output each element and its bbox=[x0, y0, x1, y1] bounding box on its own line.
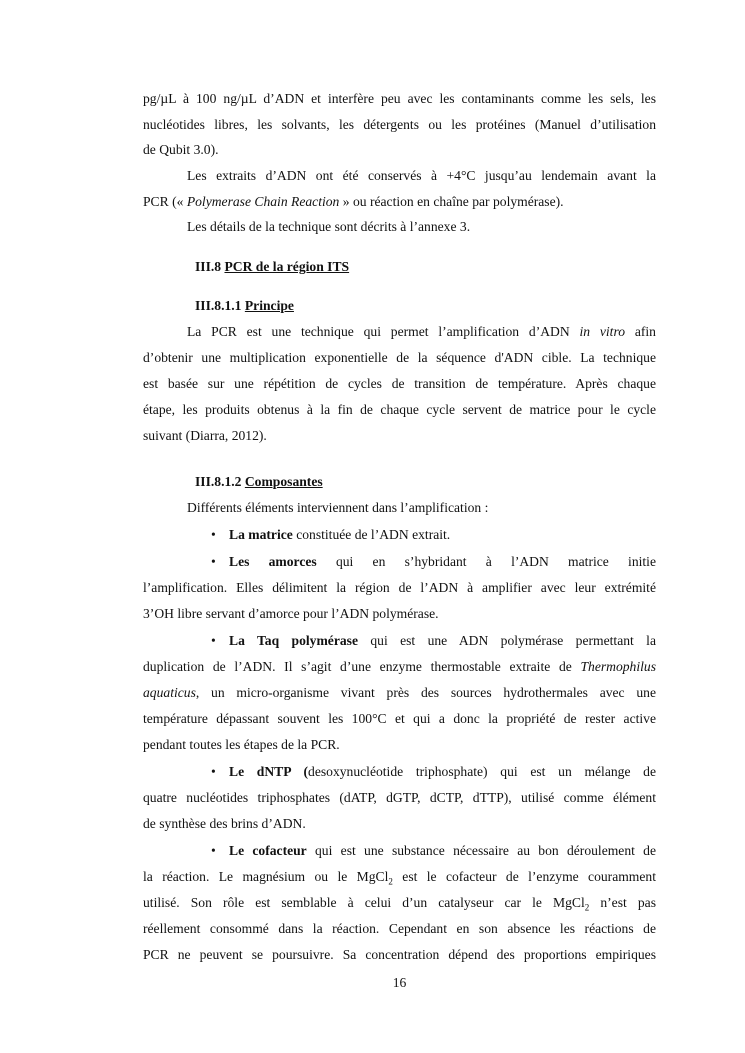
paragraph-line: étape, les produits obtenus à la fin de chaque cycle servent de matrice pour le cycle bbox=[143, 402, 656, 417]
paragraph-line: Différents éléments interviennent dans l’amplification : bbox=[187, 500, 489, 515]
list-item: • La matrice constituée de l’ADN extrait. bbox=[211, 527, 451, 542]
paragraph-line: 3’OH libre servant d’amorce pour l’ADN polymérase. bbox=[143, 606, 439, 621]
paragraph-line: de synthèse des brins d’ADN. bbox=[143, 816, 306, 831]
paragraph-line: Les détails de la technique sont décrits à l’annexe 3. bbox=[187, 219, 471, 234]
list-item: • Le cofacteur qui est une substance nécessaire au bon déroulement de bbox=[211, 843, 657, 858]
paragraph-line: aquaticus, un micro-organisme vivant près des sources hydrothermales avec une bbox=[143, 685, 656, 700]
bullet-icon: • bbox=[211, 633, 216, 648]
page-number: 16 bbox=[392, 975, 407, 990]
paragraph-line: suivant (Diarra, 2012). bbox=[143, 428, 267, 443]
paragraph-line: PCR (« Polymerase Chain Reaction » ou réaction en chaîne par polymérase). bbox=[143, 194, 564, 209]
paragraph-line: utilisé. Son rôle est semblable à celui d’un catalyseur car le MgCl$_2$ n’est pas bbox=[143, 895, 656, 913]
list-item: • Le dNTP (desoxynucléotide triphosphate) qui est un mélange de bbox=[211, 764, 657, 779]
bullet-icon: • bbox=[211, 527, 216, 542]
list-item: • La Taq polymérase qui est une ADN polymérase permettant la bbox=[211, 633, 656, 648]
paragraph-line: la réaction. Le magnésium ou le MgCl$_2$ est le cofacteur de l’enzyme couramment bbox=[143, 869, 656, 887]
subsection-heading: III.8.1.1 Principe bbox=[195, 298, 294, 313]
paragraph-line: pg/µL à 100 ng/µL d’ADN et interfère peu avec les contaminants comme les sels, les bbox=[143, 91, 656, 106]
paragraph-line: l’amplification. Elles délimitent la région de l’ADN à amplifier avec leur extrémité bbox=[143, 580, 656, 595]
paragraph-line: de Qubit 3.0). bbox=[143, 142, 219, 157]
paragraph-line: duplication de l’ADN. Il s’agit d’une enzyme thermostable extraite de Thermophilus bbox=[143, 659, 656, 674]
bullet-icon: • bbox=[211, 554, 216, 569]
paragraph-line: La PCR est une technique qui permet l’amplification d’ADN in vitro afin bbox=[187, 324, 656, 339]
paragraph-line: PCR ne peuvent se poursuivre. Sa concentration dépend des proportions empiriques bbox=[143, 947, 656, 962]
paragraph-line: nucléotides libres, les solvants, les détergents ou les protéines (Manuel d’utilisation bbox=[143, 117, 656, 132]
paragraph-line: d’obtenir une multiplication exponentielle de la séquence d'ADN cible. La technique bbox=[143, 350, 656, 365]
list-item: • Les amorces qui en s’hybridant à l’ADN matrice initie bbox=[211, 554, 656, 569]
bullet-icon: • bbox=[211, 843, 216, 858]
paragraph-line: réellement consommé dans la réaction. Cependant en son absence les réactions de bbox=[143, 921, 656, 936]
section-heading: III.8 PCR de la région ITS bbox=[195, 259, 350, 274]
paragraph-line: quatre nucléotides triphosphates (dATP, dGTP, dCTP, dTTP), utilisé comme élément bbox=[143, 790, 656, 805]
paragraph-line: pendant toutes les étapes de la PCR. bbox=[143, 737, 340, 752]
paragraph-line: Les extraits d’ADN ont été conservés à +4°C jusqu’au lendemain avant la bbox=[187, 168, 656, 183]
paragraph-line: température dépassant souvent les 100°C et qui a donc la propriété de rester active bbox=[143, 711, 656, 726]
paragraph-line: est basée sur une répétition de cycles de transition de température. Après chaque bbox=[143, 376, 656, 391]
subsection-heading: III.8.1.2 Composantes bbox=[195, 474, 323, 489]
bullet-icon: • bbox=[211, 764, 216, 779]
